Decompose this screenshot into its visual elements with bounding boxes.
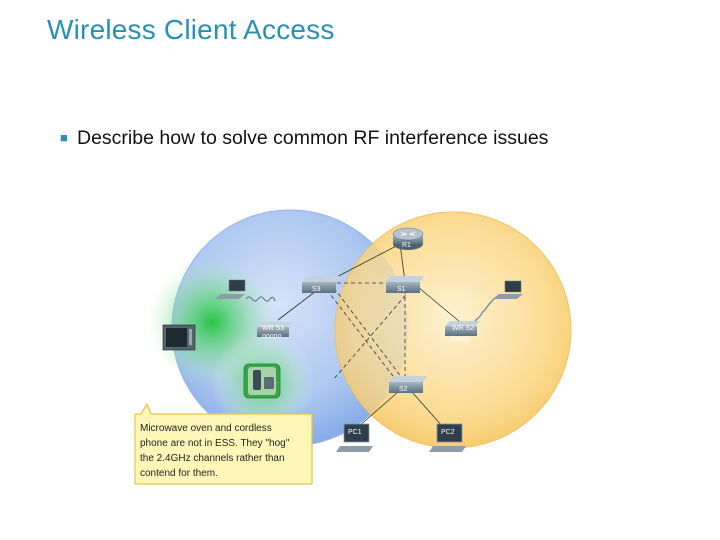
router-label: R1 <box>402 242 411 249</box>
router-icon[interactable] <box>393 228 423 250</box>
pc1-label: PC1 <box>348 429 362 436</box>
microwave-icon[interactable] <box>163 325 195 350</box>
wireless-router-s2-label: WR S2 <box>452 325 475 332</box>
callout-box <box>135 404 312 484</box>
switch-icon[interactable] <box>302 276 340 293</box>
pc2-label: PC2 <box>441 429 455 436</box>
antenna-dots: ooooo <box>450 336 470 343</box>
switch-s1-label: S1 <box>397 286 406 293</box>
switch-s2-label: S2 <box>399 386 408 393</box>
bullet-icon: ■ <box>60 130 68 145</box>
switch-icon[interactable] <box>386 276 424 293</box>
wireless-router-s3-label: WR S3 <box>262 325 285 332</box>
cordless-phone-icon[interactable] <box>244 364 280 398</box>
callout-line: phone are not in ESS. They "hog" <box>140 438 290 449</box>
slide-title: Wireless Client Access <box>47 14 335 45</box>
bullet-text: Describe how to solve common RF interference issues <box>77 127 549 149</box>
antenna-dots: ooooo <box>262 333 282 340</box>
switch-icon[interactable] <box>389 376 427 393</box>
callout-line: the 2.4GHz channels rather than <box>140 453 285 464</box>
callout-line: contend for them. <box>140 468 218 479</box>
switch-s3-label: S3 <box>312 286 321 293</box>
callout-line: Microwave oven and cordless <box>140 423 272 434</box>
